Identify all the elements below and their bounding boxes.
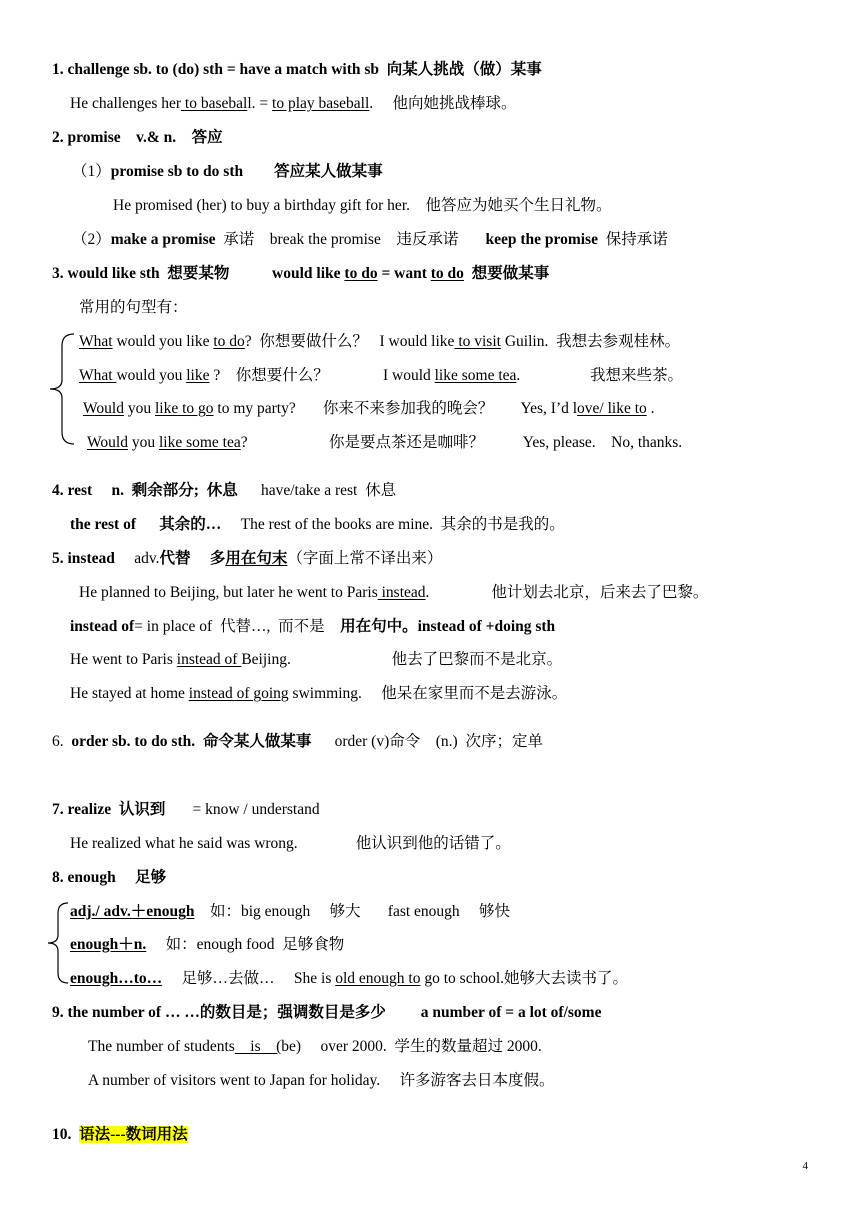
text-segment: ? 你想要做什么？ I would like xyxy=(244,333,455,350)
text-segment: . 他计划去北京，后来去了巴黎。 xyxy=(425,584,709,601)
text-segment: go to school.她够大去读书了。 xyxy=(420,970,629,987)
text-segment: adv. xyxy=(114,550,160,567)
text-segment: He realized what he said was wrong. 他认识到他的话错了。 xyxy=(70,835,511,852)
text-segment: 10. xyxy=(52,1126,80,1143)
text-segment: 4. rest n. 剩余部分; 休息 xyxy=(52,482,238,499)
text-segment: = in place of 代替…, 而不是 xyxy=(134,618,341,635)
text-segment: . 我想来些茶。 xyxy=(516,367,684,384)
text-segment: to do xyxy=(430,265,464,282)
left-brace-enough-usage xyxy=(44,900,70,986)
text-segment: swimming. 他呆在家里而不是去游泳。 xyxy=(288,685,568,702)
text-segment: would you xyxy=(116,367,187,384)
text-line xyxy=(70,834,511,854)
text-segment: is ( xyxy=(234,1038,282,1055)
text-segment: instead of xyxy=(70,618,135,635)
text-segment: 如：enough food 足够食物 xyxy=(146,936,345,953)
text-segment: enough…to… xyxy=(70,970,163,987)
text-segment: the rest of 其余的… xyxy=(70,516,222,533)
text-segment: to do xyxy=(213,333,245,350)
text-line xyxy=(70,650,562,670)
text-segment: （2） xyxy=(72,231,111,248)
text-segment: 如：big enough 够大 fast enough 够快 xyxy=(194,903,511,920)
text-segment: ove/ like to xyxy=(577,400,647,417)
text-line xyxy=(83,399,655,419)
text-segment: order sb. to do sth. 命令某人做某事 xyxy=(71,733,312,750)
text-segment: old enough to xyxy=(335,970,421,987)
text-line xyxy=(70,617,555,637)
text-segment: to my party? 你来不来参加我的晚会？ Yes, I’d l xyxy=(213,400,578,417)
text-segment: He went to Paris xyxy=(70,651,177,668)
text-line xyxy=(72,230,668,250)
text-segment: 2. promise v.& n. 答应 xyxy=(52,129,223,146)
text-segment: . xyxy=(646,400,655,417)
text-segment: The number of students xyxy=(88,1038,235,1055)
text-segment: to play baseball xyxy=(272,95,370,112)
text-line xyxy=(87,433,682,453)
text-segment: What xyxy=(79,367,117,384)
text-line xyxy=(70,902,510,922)
text-segment: Would xyxy=(83,400,124,417)
text-segment: He challenges her xyxy=(70,95,182,112)
text-segment: What xyxy=(79,333,113,350)
text-segment: like some tea xyxy=(434,367,517,384)
text-segment: A number of visitors went to Japan for holiday. 许多游客去日本度假。 xyxy=(88,1072,555,1089)
text-line xyxy=(52,128,223,148)
text-segment: like xyxy=(186,367,210,384)
text-segment: to do xyxy=(344,265,378,282)
text-segment: have/take a rest 休息 xyxy=(237,482,397,499)
text-segment: = know / understand xyxy=(165,801,320,818)
text-segment: 3. would like sth 想要某物 would like xyxy=(52,265,345,282)
text-segment: The rest of the books are mine. 其余的书是我的。 xyxy=(221,516,565,533)
text-segment: Guilin. 我想去参观桂林。 xyxy=(500,333,681,350)
text-segment: （字面上常不译出来） xyxy=(287,550,443,567)
text-segment: enough＋n. xyxy=(70,936,147,953)
text-segment: instead xyxy=(377,584,426,601)
text-line xyxy=(79,298,188,318)
text-line xyxy=(88,1071,555,1091)
text-line xyxy=(70,935,344,955)
text-line xyxy=(70,515,565,535)
text-segment: like some tea xyxy=(158,434,241,451)
text-segment: adj./ adv.＋enough xyxy=(70,903,195,920)
text-line xyxy=(52,732,543,752)
text-line xyxy=(52,800,320,820)
text-segment: He promised (her) to buy a birthday gift for her. 他答应为她买个生日礼物。 xyxy=(113,197,612,214)
text-segment: ? 你想要什么？ I would xyxy=(209,367,435,384)
text-segment: you xyxy=(127,434,159,451)
text-segment: l. = xyxy=(247,95,273,112)
text-line xyxy=(52,868,166,888)
text-segment: you xyxy=(123,400,155,417)
text-line xyxy=(79,366,683,386)
text-segment: 用在句末 xyxy=(225,550,288,567)
text-segment: 保持承诺 xyxy=(597,231,668,248)
text-line xyxy=(79,583,708,603)
text-line xyxy=(52,1003,601,1023)
text-line xyxy=(113,196,612,216)
text-line xyxy=(70,94,517,114)
text-segment: 7. realize 认识到 xyxy=(52,801,166,818)
text-segment: Beijing. 他去了巴黎而不是北京。 xyxy=(241,651,563,668)
text-segment: order (v)命令 (n.) 次序；定单 xyxy=(311,733,543,750)
text-segment: 承诺 break the promise 违反承诺 xyxy=(215,231,486,248)
text-segment: make a promise xyxy=(110,231,216,248)
text-segment: Would xyxy=(87,434,128,451)
text-segment: promise sb to do sth 答应某人做某事 xyxy=(110,163,383,180)
text-segment: . 他向她挑战棒球。 xyxy=(369,95,517,112)
text-line xyxy=(72,162,383,182)
text-line xyxy=(52,264,549,284)
text-segment: like to go xyxy=(154,400,214,417)
text-line xyxy=(52,60,542,80)
text-segment: He planned to Beijing, but later he went to Paris xyxy=(79,584,378,601)
text-segment: to visit xyxy=(454,333,501,350)
text-segment: 1. challenge sb. to (do) sth = have a match with sb 向某人挑战（做）某事 xyxy=(52,61,542,78)
text-segment: 9. the number of … …的数目是；强调数目是多少 a number of = a lot of/some xyxy=(52,1004,602,1021)
text-segment: = want xyxy=(377,265,431,282)
text-segment: keep the promise xyxy=(485,231,598,248)
text-segment: He stayed at home xyxy=(70,685,189,702)
text-line xyxy=(88,1037,542,1057)
text-line xyxy=(70,969,628,989)
text-segment: ? 你是要点茶还是咖啡？ Yes, please. No, thanks. xyxy=(240,434,683,451)
text-segment: 足够…去做… She is xyxy=(162,970,336,987)
text-segment: 用在句中。instead of +doing sth xyxy=(340,618,556,635)
text-segment: 代替 多 xyxy=(159,550,226,567)
text-segment: 6. xyxy=(52,733,72,750)
text-segment: would you like xyxy=(112,333,214,350)
text-segment: to basebal xyxy=(181,95,248,112)
text-line xyxy=(52,481,396,501)
text-line xyxy=(52,549,442,569)
text-line xyxy=(79,332,680,352)
text-segment: （1） xyxy=(72,163,111,180)
text-segment: 5. instead xyxy=(52,550,115,567)
text-segment: instead of xyxy=(176,651,242,668)
text-segment: 想要做某事 xyxy=(463,265,550,282)
text-segment: 语法---数词用法 xyxy=(79,1126,188,1143)
text-segment: instead of going xyxy=(188,685,289,702)
left-brace-sentence-patterns xyxy=(44,330,76,448)
text-segment: 8. enough 足够 xyxy=(52,869,167,886)
text-line xyxy=(52,1125,188,1145)
page-number: 4 xyxy=(802,1160,808,1172)
text-segment: 常用的句型有： xyxy=(79,299,188,316)
text-segment: be) over 2000. 学生的数量超过 2000. xyxy=(281,1038,542,1055)
text-line xyxy=(70,684,567,704)
